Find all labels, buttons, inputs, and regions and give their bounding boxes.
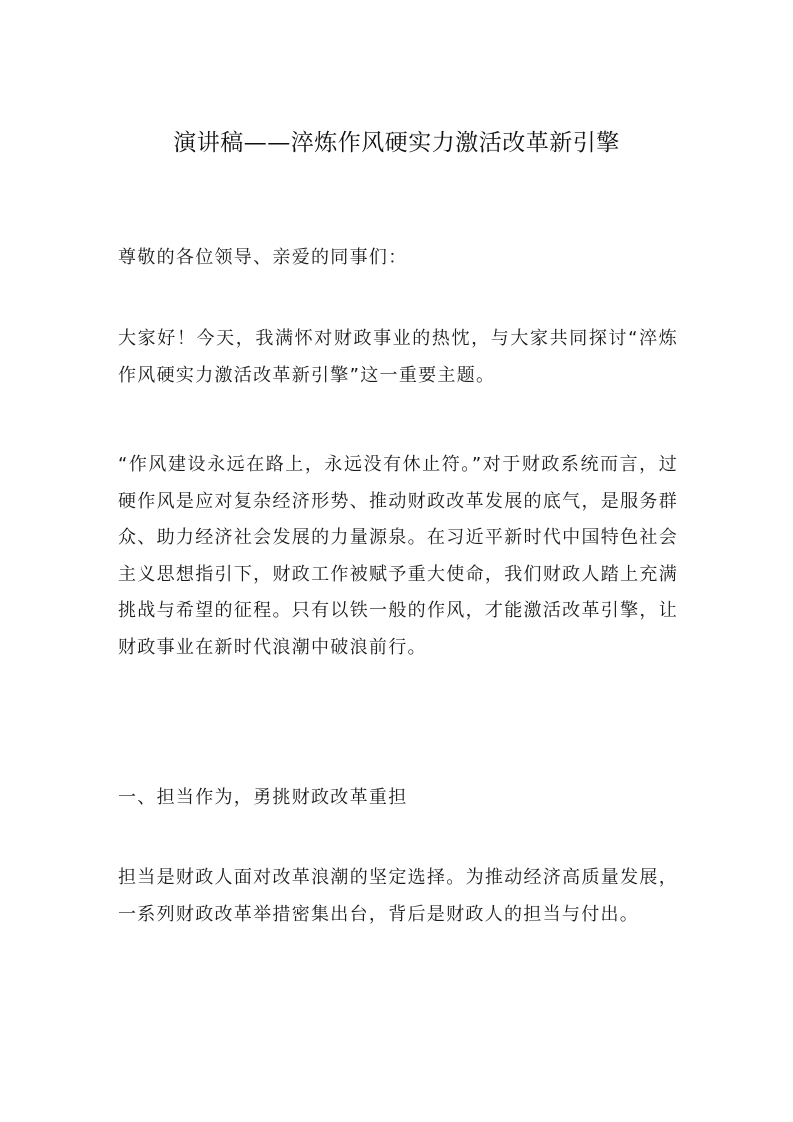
section-heading: 一、担当作为，勇挑财政改革重担 [118,787,408,808]
paragraph-work-style: “作风建设永远在路上，永远没有休止符。”对于财政系统而言，过硬作风是应对复杂经济形势、推动财政改革发展的底气，是服务群众、助力经济社会发展的力量源泉。在习近平新时代中国特色社会主义思想指引下，财政工作被赋予重大使命，我们财政人踏上充满挑战与希望的征程。只有以铁一般的作风，才能激活改革引擎，让财政事业在新时代浪潮中破浪前行。 [118,454,678,658]
document-title: 演讲稿——淬炼作风硬实力激活改革新引擎 [173,130,620,156]
paragraph-section-body: 担当是财政人面对改革浪潮的坚定选择。为推动经济高质量发展，一系列财政改革举措密集出台，背后是财政人的担当与付出。 [118,867,678,925]
salutation: 尊敬的各位领导、亲爱的同事们： [118,247,408,268]
paragraph-opening: 大家好！今天，我满怀对财政事业的热忱，与大家共同探讨“淬炼作风硬实力激活改革新引擎”这一重要主题。 [118,328,678,386]
